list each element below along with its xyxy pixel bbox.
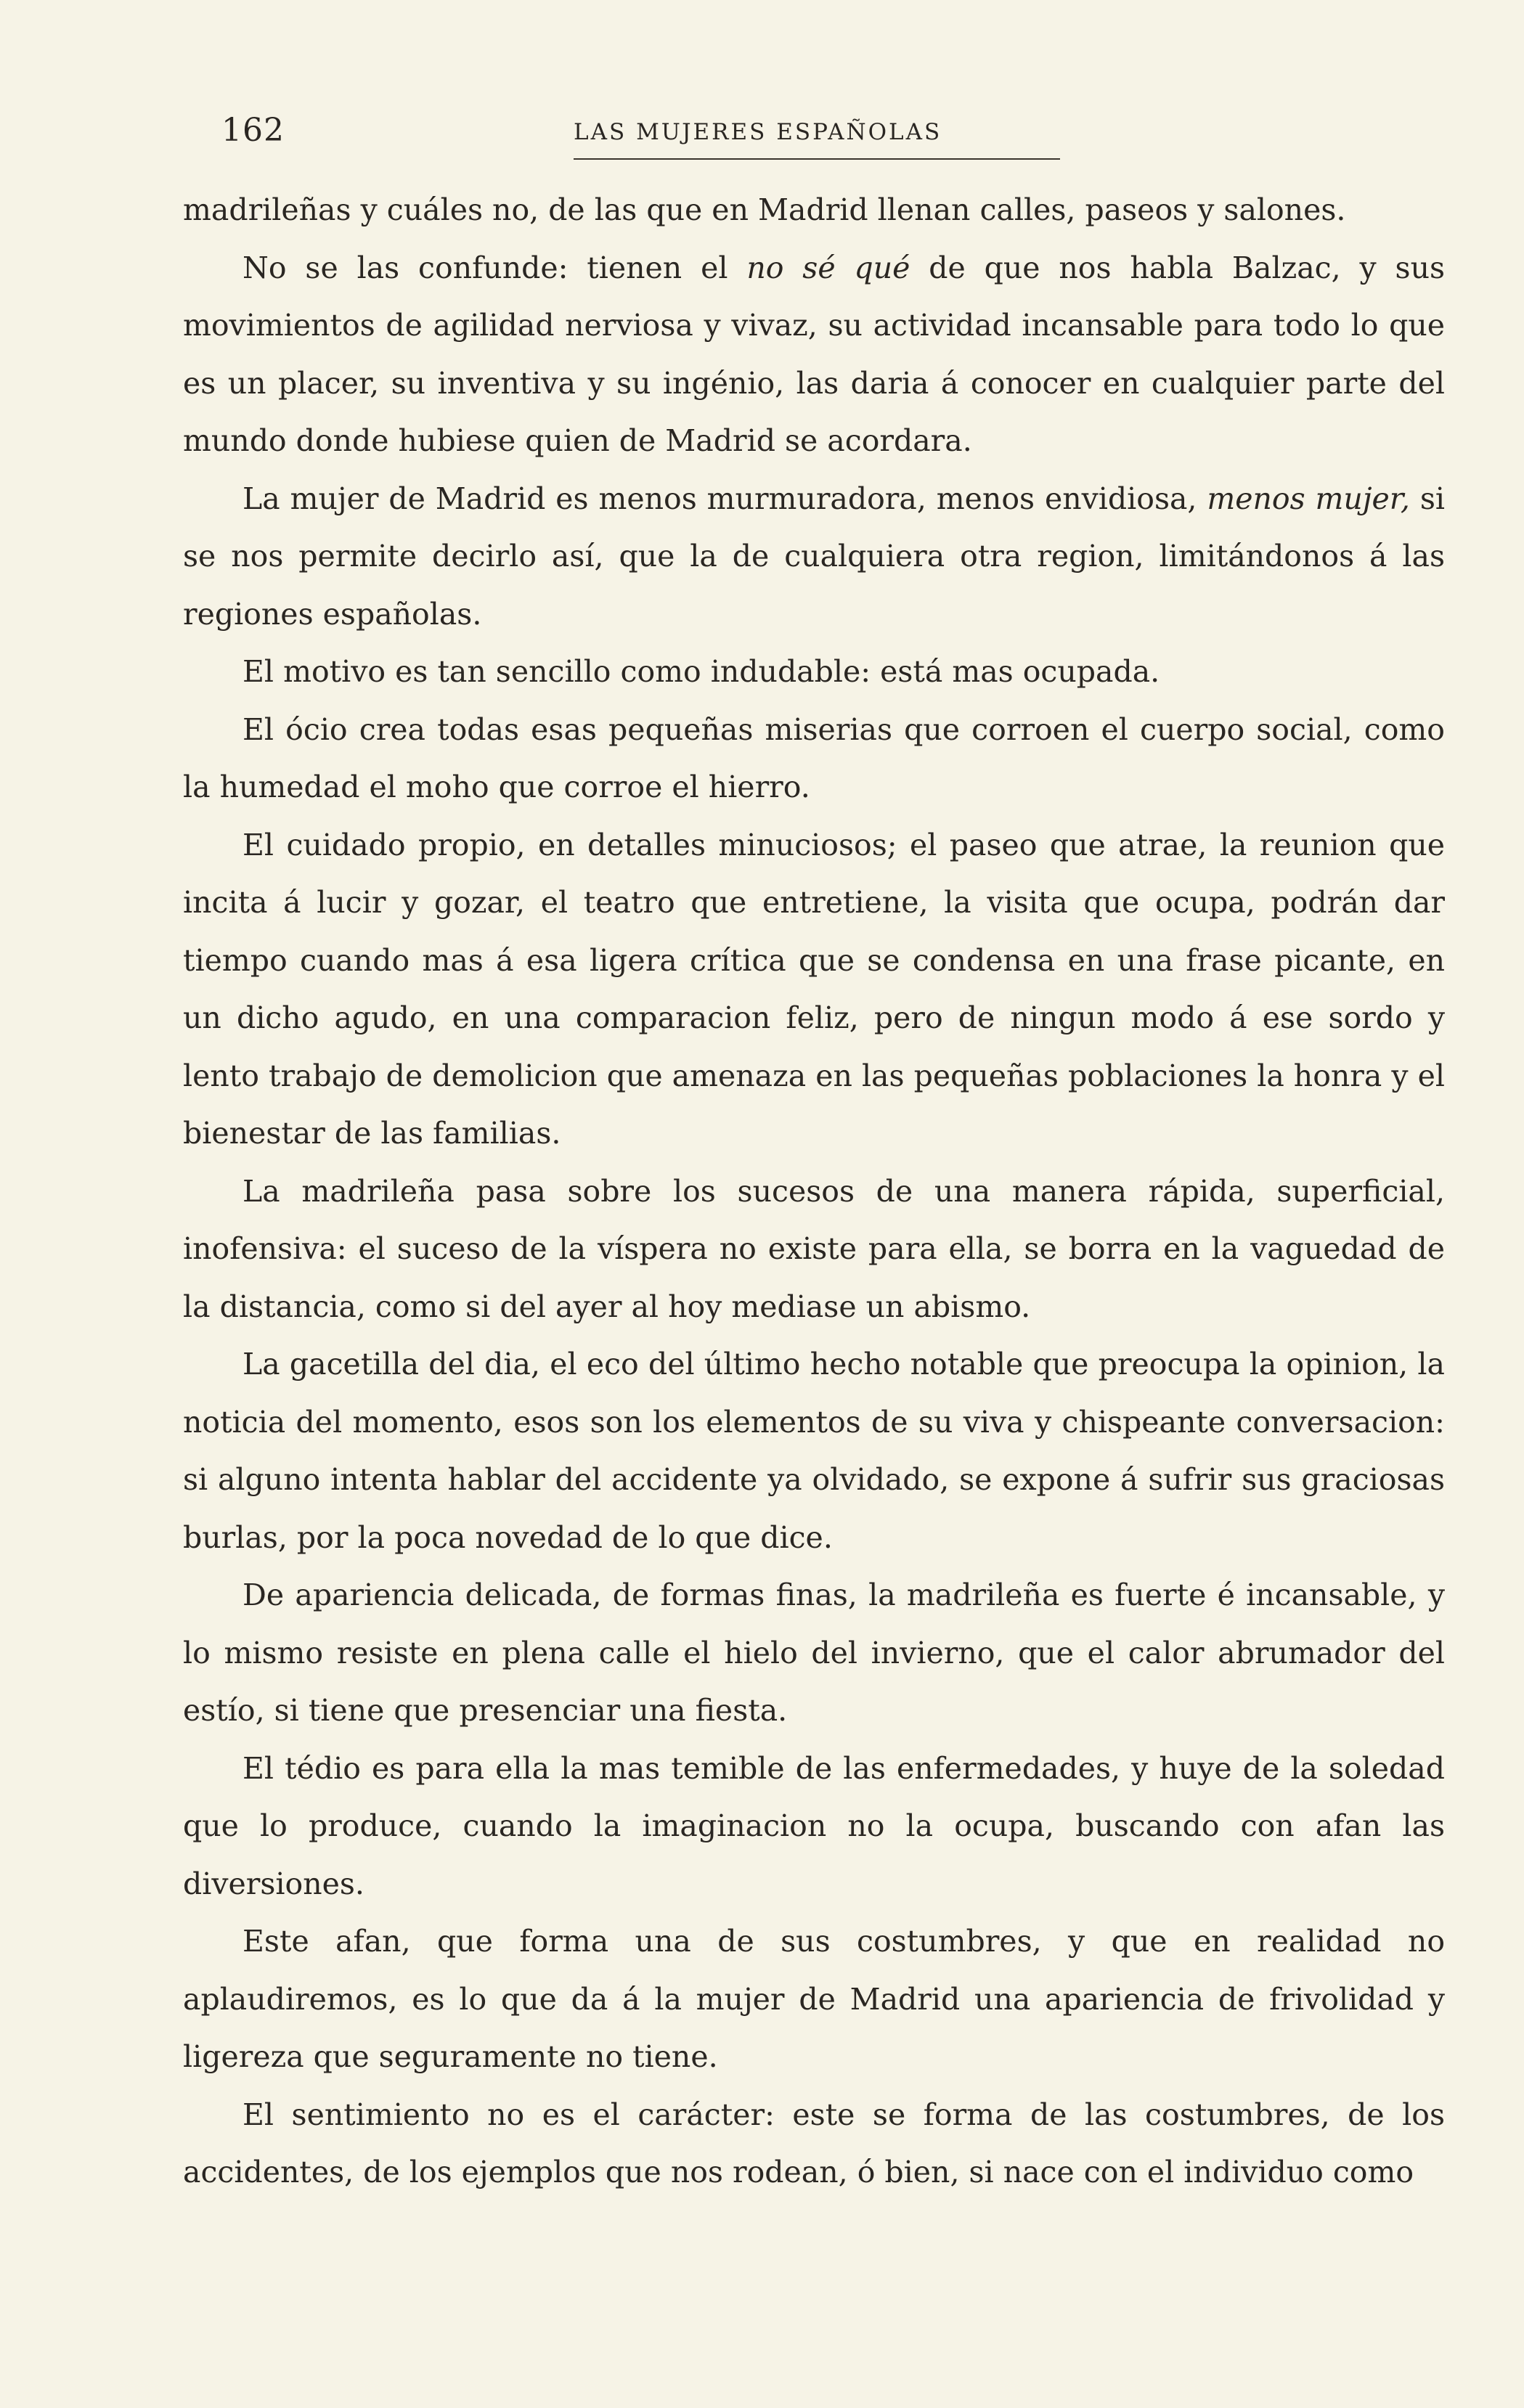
italic-phrase: menos mujer, [1207,481,1410,516]
italic-phrase: no sé qué [746,250,910,285]
paragraph: De apariencia delicada, de formas finas, la madrileña es fuerte é incansable, y lo mismo resiste en plena calle el hielo del invierno, que el calor abrumador del estío, si tiene que presenciar una fiesta. [183,1578,1445,1728]
paragraph: El ócio crea todas esas pequeñas miserias que corroen el cuerpo social, como la humedad el moho que corroe el hierro. [183,711,1445,804]
header-rule [574,158,1060,160]
paragraph: El cuidado propio, en detalles minuciosos; el paseo que atrae, la reunion que incita á lucir y gozar, el teatro que entretiene, la visita que ocupa, podrán dar tiempo cuando mas á esa ligera crítica que se condensa en una frase picante, en un dicho agudo, en una comparacion feliz, pero de ningun modo á ese sordo y lento trabajo de demolicion que amenaza en las pequeñas poblaciones la honra y el bienestar de las familias. [183,827,1445,1151]
paragraph: La madrileña pasa sobre los sucesos de una manera rápida, superficial, inofensiva: el suceso de la víspera no existe para ella, se borra en la vaguedad de la distancia, como si del ayer al hoy mediase un abismo. [183,1173,1445,1324]
paragraph: Este afan, que forma una de sus costumbres, y que en realidad no aplaudiremos, es lo que da á la mujer de Madrid una apariencia de frivolidad y ligereza que seguramente no tiene. [183,1924,1445,2074]
running-title: LAS MUJERES ESPAÑOLAS [574,119,942,145]
body-text [183,181,1445,2202]
paragraph: El tédio es para ella la mas temible de las enfermedades, y huye de la soledad que lo produce, cuando la imaginacion no la ocupa, buscando con afan las diversiones. [183,1750,1445,1901]
page-number: 162 [221,112,285,149]
paragraph: No se las confunde: tienen el no sé qué de que nos habla Balzac, y sus movimientos de agilidad nerviosa y vivaz, su actividad incansable para todo lo que es un placer, su inventiva y su ingénio, las daria á conocer en cualquier parte del mundo donde hubiese quien de Madrid se acordara. [183,250,1446,458]
paragraph: La mujer de Madrid es menos murmuradora, menos envidiosa, menos mujer, si se nos permite decirlo así, que la de cualquiera otra region, limitándonos á las regiones españolas. [183,481,1446,632]
page-header [182,109,1445,167]
paragraph: El motivo es tan sencillo como indudable: está mas ocupada. [243,654,1160,689]
paragraph: madrileñas y cuáles no, de las que en Madrid llenan calles, paseos y salones. [183,192,1346,227]
paragraph: La gacetilla del dia, el eco del último hecho notable que preocupa la opinion, la noticia del momento, esos son los elementos de su viva y chispeante conversacion: si alguno intenta hablar del accidente ya olvidado, se expone á sufrir sus graciosas burlas, por la poca novedad de lo que dice. [183,1347,1445,1555]
paragraph: El sentimiento no es el carácter: este se forma de las costumbres, de los accidentes, de los ejemplos que nos rodean, ó bien, si nace con el individuo como [183,2097,1445,2189]
